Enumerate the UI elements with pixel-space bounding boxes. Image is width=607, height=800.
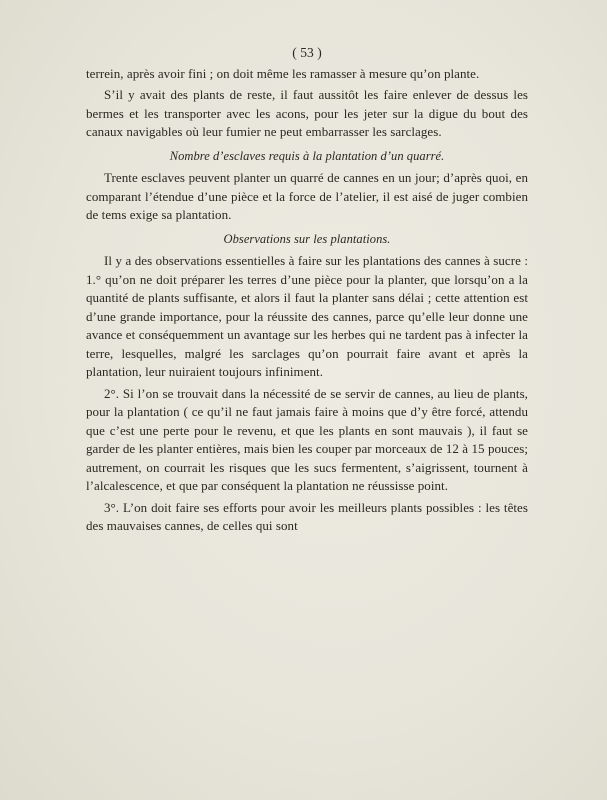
section-heading-slaves: Nombre d’esclaves requis à la plantation d’un quarré. bbox=[169, 148, 445, 163]
section-heading-observations: Observations sur les plantations. bbox=[223, 231, 391, 246]
text-block bbox=[86, 44, 528, 536]
page-number: ( 53 ) bbox=[292, 45, 322, 60]
paragraph-observation-3: 3°. L’on doit faire ses efforts pour avoir les meilleurs plants possibles : les têtes des mauvaises cannes, de celles qui sont bbox=[86, 499, 528, 533]
paragraph-observation-1: Il y a des observations essentielles à faire sur les plantations des cannes à sucre : 1.° qu’on ne doit préparer les terres d’une pièce pour la planter, que lorsqu’on a la quantité de plants suffisante, et alors il faut la planter sans délai ; cette attention est d’une grande importance, pour la réussite des cannes, parce qu’elle leur donne une avance et conséquemment un avantage sur les herbes qui ne tardent pas à infecter la terre, lesquelles, malgré les sarclages qu’on pourrait faire avant et après la plantation, leur nuiraient toujours infiniment. bbox=[86, 253, 528, 379]
paragraph-continued: terrein, après avoir fini ; on doit même les ramasser à mesure qu’on plante. bbox=[86, 65, 480, 81]
paragraph-slaves: Trente esclaves peuvent planter un quarré de cannes en un jour; d’après quoi, en comparant l’étendue d’une pièce et la force de l’atelier, il est aisé de juger combien de tems exige sa plantation. bbox=[86, 170, 528, 222]
paragraph-observation-2: 2°. Si l’on se trouvait dans la nécessité de se servir de cannes, au lieu de plants, pour la plantation ( ce qu’il ne faut jamais faire à moins que d’y être forcé, attendu que c’est une perte pour le revenu, et que les plants en sont mauvais ), il faut se garder de les planter entières, mais bien les couper par morceaux de 12 à 15 pouces; autrement, on courrait les risques que les sucs fermentent, s’aigrissent, tournent à l’alcalescence, et que par conséquent la plantation ne réussisse point. bbox=[86, 385, 528, 493]
paragraph-plants-remaining: S’il y avait des plants de reste, il faut aussitôt les faire enlever de dessus les bermes et les transporter avec les acons, pour les jeter sur la digue du bout des canaux navigables où leur fumier ne peut embarrasser les sarclages. bbox=[86, 87, 528, 139]
